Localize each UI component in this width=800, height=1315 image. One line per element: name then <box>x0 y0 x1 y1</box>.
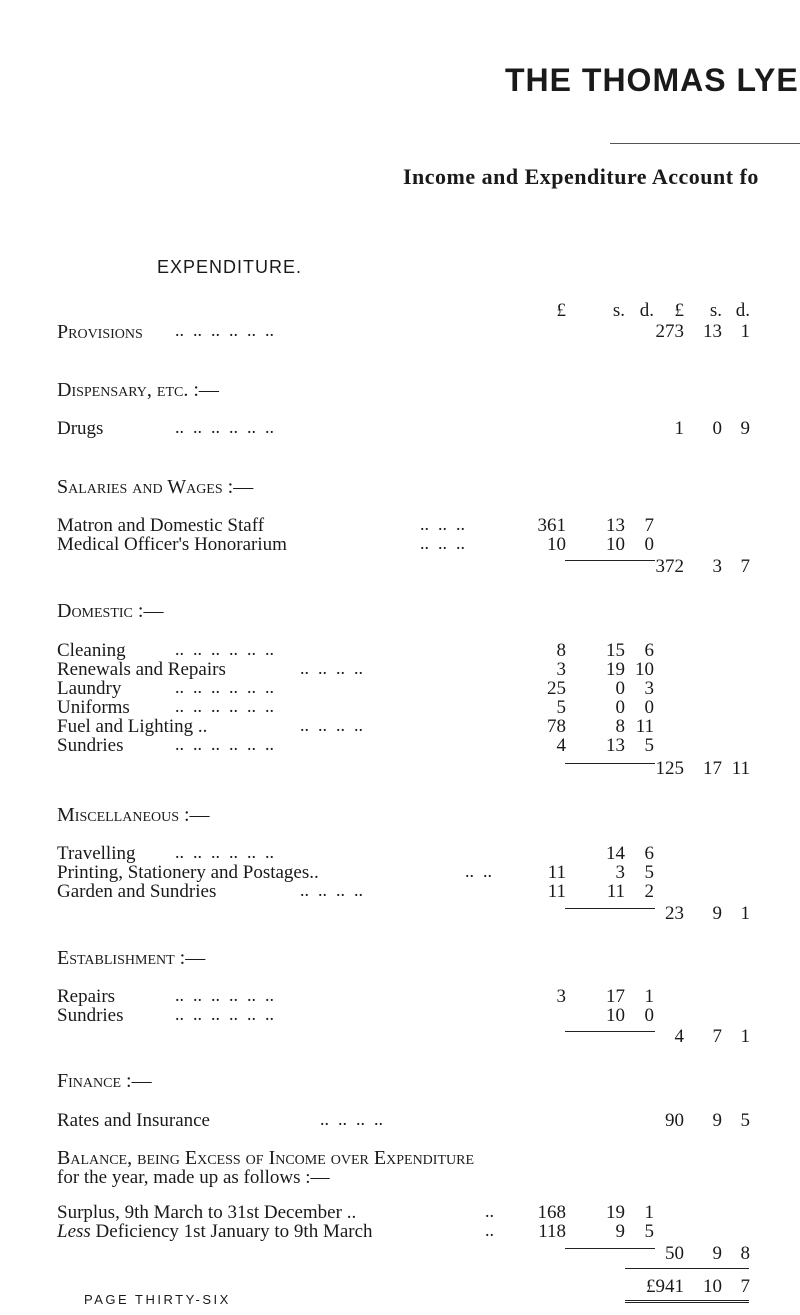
less-label: Less <box>57 1221 91 1242</box>
balance-item-pence: 5 <box>644 1221 654 1242</box>
col-head-right-pence: d. <box>735 300 750 321</box>
finance-heading: Finance :— <box>57 1070 152 1092</box>
balance-item-pounds: 168 <box>537 1202 566 1223</box>
leader-dots: .. .. .. .. <box>300 880 363 900</box>
misc-total-shillings: 9 <box>712 903 722 924</box>
misc-item-shillings: 14 <box>606 843 625 864</box>
leader-dots: .. .. .. .. .. .. <box>175 320 274 340</box>
domestic-item-shillings: 0 <box>615 678 625 699</box>
leader-dots: .. .. .. <box>420 533 465 553</box>
deficiency-label: Deficiency 1st January to 9th March <box>90 1221 373 1242</box>
salaries-item-pounds: 10 <box>547 534 566 555</box>
grand-total-top-rule <box>625 1268 749 1269</box>
domestic-item-pounds: 4 <box>556 735 566 756</box>
domestic-item-pence: 5 <box>644 735 654 756</box>
establishment-item-label: Sundries <box>57 1005 124 1026</box>
establishment-total-pence: 1 <box>740 1026 750 1047</box>
leader-dots: .. .. .. .. .. .. <box>175 1004 274 1024</box>
domestic-item-pence: 6 <box>644 640 654 661</box>
leader-dots: .. .. .. <box>420 514 465 534</box>
salaries-item-pence: 7 <box>644 515 654 536</box>
page-footer: PAGE THIRTY-SIX <box>84 1292 231 1307</box>
salaries-heading: Salaries and Wages :— <box>57 476 254 498</box>
balance-item-shillings: 19 <box>606 1202 625 1223</box>
balance-item-pence: 1 <box>644 1202 654 1223</box>
domestic-item-label: Laundry <box>57 678 122 699</box>
rates-label: Rates and Insurance <box>57 1110 210 1131</box>
leader-dots: .. .. .. .. .. .. <box>175 734 274 754</box>
domestic-item-shillings: 0 <box>615 697 625 718</box>
domestic-item-label: Cleaning <box>57 640 126 661</box>
establishment-item-pence: 0 <box>644 1005 654 1026</box>
grand-total-pence: 7 <box>740 1276 750 1297</box>
balance-total-pence: 8 <box>740 1243 750 1264</box>
grand-total-double-rule <box>625 1300 749 1303</box>
domestic-item-shillings: 13 <box>606 735 625 756</box>
establishment-total-shillings: 7 <box>712 1026 722 1047</box>
col-head-mid-pounds: £ <box>556 300 566 321</box>
provisions-total-shillings: 13 <box>703 321 722 342</box>
misc-item-label: Printing, Stationery and Postages.. <box>57 862 319 883</box>
miscellaneous-heading: Miscellaneous :— <box>57 804 210 826</box>
misc-total-pounds: 23 <box>665 903 684 924</box>
leader-dots: .. .. .. .. .. .. <box>175 677 274 697</box>
domestic-item-pounds: 25 <box>547 678 566 699</box>
domestic-item-pounds: 5 <box>556 697 566 718</box>
leader-dots: .. .. .. .. .. .. <box>175 842 274 862</box>
domestic-item-shillings: 8 <box>615 716 625 737</box>
establishment-item-pence: 1 <box>644 986 654 1007</box>
domestic-item-pounds: 8 <box>556 640 566 661</box>
domestic-total-shillings: 17 <box>703 758 722 779</box>
leader-dots: .. <box>485 1201 494 1221</box>
balance-item-label: Surplus, 9th March to 31st December .. <box>57 1202 357 1223</box>
domestic-item-shillings: 15 <box>606 640 625 661</box>
balance-item-shillings: 9 <box>615 1221 625 1242</box>
balance-heading: Balance, being Excess of Income over Expenditure <box>57 1147 474 1169</box>
drugs-total-pence: 9 <box>740 418 750 439</box>
grand-total-shillings: 10 <box>703 1276 722 1297</box>
section-heading: EXPENDITURE. <box>157 257 303 277</box>
misc-item-label: Garden and Sundries <box>57 881 217 902</box>
domestic-item-label: Uniforms <box>57 697 130 718</box>
salaries-item-pence: 0 <box>644 534 654 555</box>
rates-total-shillings: 9 <box>712 1110 722 1131</box>
balance-item-pounds: 118 <box>538 1221 566 1242</box>
salaries-item-pounds: 361 <box>537 515 566 536</box>
balance-subheading: for the year, made up as follows :— <box>57 1167 330 1188</box>
header-rule <box>610 143 800 144</box>
domestic-item-pence: 11 <box>635 716 654 737</box>
col-head-right-shillings: s. <box>709 300 722 321</box>
domestic-item-shillings: 19 <box>606 659 625 680</box>
domestic-item-pence: 3 <box>644 678 654 699</box>
misc-item-pence: 5 <box>644 862 654 883</box>
dispensary-heading: Dispensary, etc. :— <box>57 379 219 401</box>
salaries-item-shillings: 13 <box>606 515 625 536</box>
col-head-mid-shillings: s. <box>612 300 625 321</box>
salaries-total-pence: 7 <box>740 556 750 577</box>
provisions-label: Provisions <box>57 321 143 343</box>
leader-dots: .. .. .. .. .. .. <box>175 696 274 716</box>
misc-item-pence: 2 <box>644 881 654 902</box>
drugs-label: Drugs <box>57 418 104 439</box>
misc-item-shillings: 3 <box>615 862 625 883</box>
leader-dots: .. .. .. .. <box>320 1109 383 1129</box>
provisions-total-pence: 1 <box>740 321 750 342</box>
establishment-item-shillings: 17 <box>606 986 625 1007</box>
domestic-item-pounds: 78 <box>547 716 566 737</box>
balance-total-shillings: 9 <box>712 1243 722 1264</box>
rates-total-pounds: 90 <box>665 1110 684 1131</box>
leader-dots: .. .. .. .. .. .. <box>175 417 274 437</box>
rates-total-pence: 5 <box>740 1110 750 1131</box>
domestic-item-label: Sundries <box>57 735 124 756</box>
leader-dots: .. .. .. .. <box>300 658 363 678</box>
drugs-total-pounds: 1 <box>674 418 684 439</box>
drugs-total-shillings: 0 <box>712 418 722 439</box>
account-title: Income and Expenditure Account fo <box>403 164 759 189</box>
domestic-heading: Domestic :— <box>57 600 164 622</box>
misc-total-pence: 1 <box>740 903 750 924</box>
salaries-total-shillings: 3 <box>712 556 722 577</box>
leader-dots: .. .. .. .. .. .. <box>175 985 274 1005</box>
domestic-total-pence: 11 <box>731 758 750 779</box>
establishment-heading: Establishment :— <box>57 947 206 969</box>
page-title: THE THOMAS LYE <box>505 62 799 98</box>
misc-item-shillings: 11 <box>606 881 625 902</box>
establishment-item-label: Repairs <box>57 986 116 1007</box>
leader-dots: .. .. <box>465 861 492 881</box>
misc-item-pence: 6 <box>644 843 654 864</box>
domestic-item-pence: 10 <box>635 659 654 680</box>
salaries-item-label: Matron and Domestic Staff <box>57 515 265 536</box>
establishment-item-pounds: 3 <box>556 986 566 1007</box>
domestic-item-label: Fuel and Lighting .. <box>57 716 208 737</box>
provisions-total-pounds: 273 <box>655 321 684 342</box>
domestic-item-pence: 0 <box>644 697 654 718</box>
leader-dots: .. <box>485 1220 494 1240</box>
salaries-item-shillings: 10 <box>606 534 625 555</box>
salaries-item-label: Medical Officer's Honorarium <box>57 534 287 555</box>
leader-dots: .. .. .. .. <box>300 715 363 735</box>
establishment-item-shillings: 10 <box>606 1005 625 1026</box>
leader-dots: .. .. .. .. .. .. <box>175 639 274 659</box>
misc-item-pounds: 11 <box>547 881 566 902</box>
col-head-mid-pence: d. <box>639 300 654 321</box>
domestic-item-pounds: 3 <box>556 659 566 680</box>
col-head-right-pounds: £ <box>674 300 684 321</box>
balance-total-pounds: 50 <box>665 1243 684 1264</box>
misc-item-pounds: 11 <box>547 862 566 883</box>
domestic-total-pounds: 125 <box>655 758 684 779</box>
establishment-total-pounds: 4 <box>674 1026 684 1047</box>
salaries-total-pounds: 372 <box>655 556 684 577</box>
misc-item-label: Travelling <box>57 843 136 864</box>
domestic-item-label: Renewals and Repairs <box>57 659 226 680</box>
grand-total-pounds: £941 <box>646 1276 684 1297</box>
balance-item-label <box>57 1221 373 1243</box>
